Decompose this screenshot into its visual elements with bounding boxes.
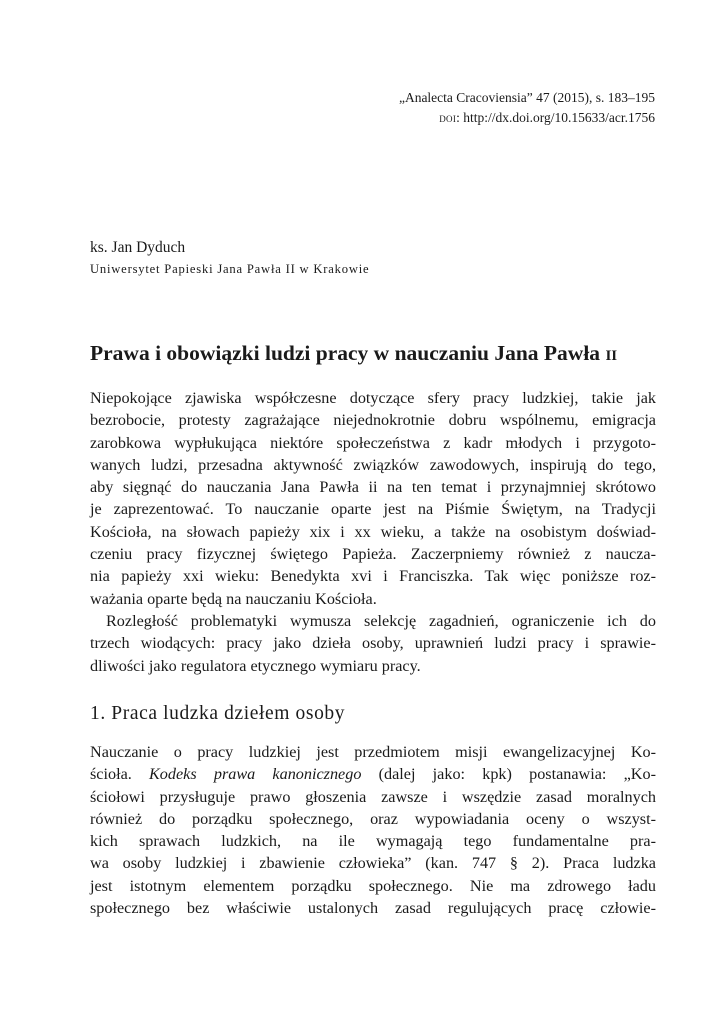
introduction (90, 387, 656, 677)
text-line: trzech wiodących: pracy jako dzieła osoby, uprawnień ludzi pracy i sprawie- (90, 634, 656, 653)
text-line: czeniu pracy fizycznej świętego Papieża. Zaczerpniemy również z naucza- (90, 545, 656, 564)
italic-title: Kodeks prawa kanonicznego (149, 765, 362, 784)
text-line: dliwości jako regulatora etycznego wymiaru pracy. (90, 656, 421, 675)
text-line: aby sięgnąć do nauczania Jana Pawła ii na ten temat i przynajmniej skrótowo (90, 478, 656, 497)
text-line: zarobkowa wypłukująca niektóre społeczeństwa z kadr młodych i przygoto- (90, 433, 656, 452)
section-heading: 1. Praca ludzka dziełem osoby (90, 703, 346, 724)
doi-line[interactable] (399, 108, 655, 128)
article-title (90, 339, 670, 367)
journal-citation: „Analecta Cracoviensia” 47 (2015), s. 183–195 (398, 90, 655, 105)
text-line: ważania oparte będą na nauczaniu Kościoła. (90, 589, 377, 608)
text-line: bezrobocie, protesty zagrażające niejednokrotnie dobru wspólnemu, emigracja (90, 411, 656, 430)
text-fragment: (dalej jako: kpk) postanawia: „Ko- (361, 765, 656, 784)
intro-paragraph-2 (90, 610, 656, 677)
citation-header (399, 88, 655, 128)
section-1-paragraph (90, 741, 656, 919)
text-line: jest istotnym elementem porządku społecznego. Nie ma zdrowego ładu (90, 876, 656, 895)
text-line: Rozległość problematyki wymusza selekcję zagadnień, ograniczenie ich do (106, 611, 656, 630)
title-numeral: ii (605, 341, 618, 365)
text-line (90, 763, 656, 785)
intro-paragraph-1 (90, 387, 656, 610)
text-line: nia papieży xxi wieku: Benedykta xvi i Franciszka. Tak więc poniższe roz- (90, 567, 656, 586)
author-name: ks. Jan Dyduch (90, 239, 186, 256)
doi-label: doi (439, 110, 457, 125)
title-main: Prawa i obowiązki ludzi pracy w nauczaniu Jana Pawła (90, 341, 606, 365)
text-line: Kościoła, na słowach papieży xix i xx wieku, a także na osobistym doświad- (90, 522, 656, 541)
text-line: Nauczanie o pracy ludzkiej jest przedmiotem misji ewangelizacyjnej Ko- (90, 743, 656, 761)
text-line: również do porządku społecznego, oraz wypowiadania oceny o wszyst- (90, 809, 656, 828)
text-line: społecznego bez właściwie ustalonych zasad regulujących pracę człowie- (90, 899, 656, 918)
doi-link[interactable]: : http://dx.doi.org/10.15633/acr.1756 (456, 110, 655, 125)
text-line: wa osoby ludzkiej i zbawienie człowieka” (kan. 747 § 2). Praca ludzka (90, 854, 656, 873)
text-line: Niepokojące zjawiska współczesne dotyczące sfery pracy ludzkiej, takie jak (90, 389, 656, 407)
section-1-body (90, 741, 656, 919)
text-line: kich sprawach ludzkich, na ile wymagają tego fundamentalne pra- (90, 832, 656, 851)
text-line: je zaprezentować. To nauczanie oparte jest na Piśmie Świętym, na Tradycji (90, 500, 656, 519)
text-line: ściołowi przysługuje prawo głoszenia zawsze i wszędzie zasad moralnych (90, 787, 656, 806)
author-affiliation: Uniwersytet Papieski Jana Pawła II w Krakowie (90, 262, 370, 276)
text-fragment: ścioła. (90, 765, 149, 784)
text-line: wanych ludzi, przesadna aktywność związków zawodowych, inspirują do tego, (90, 455, 656, 474)
